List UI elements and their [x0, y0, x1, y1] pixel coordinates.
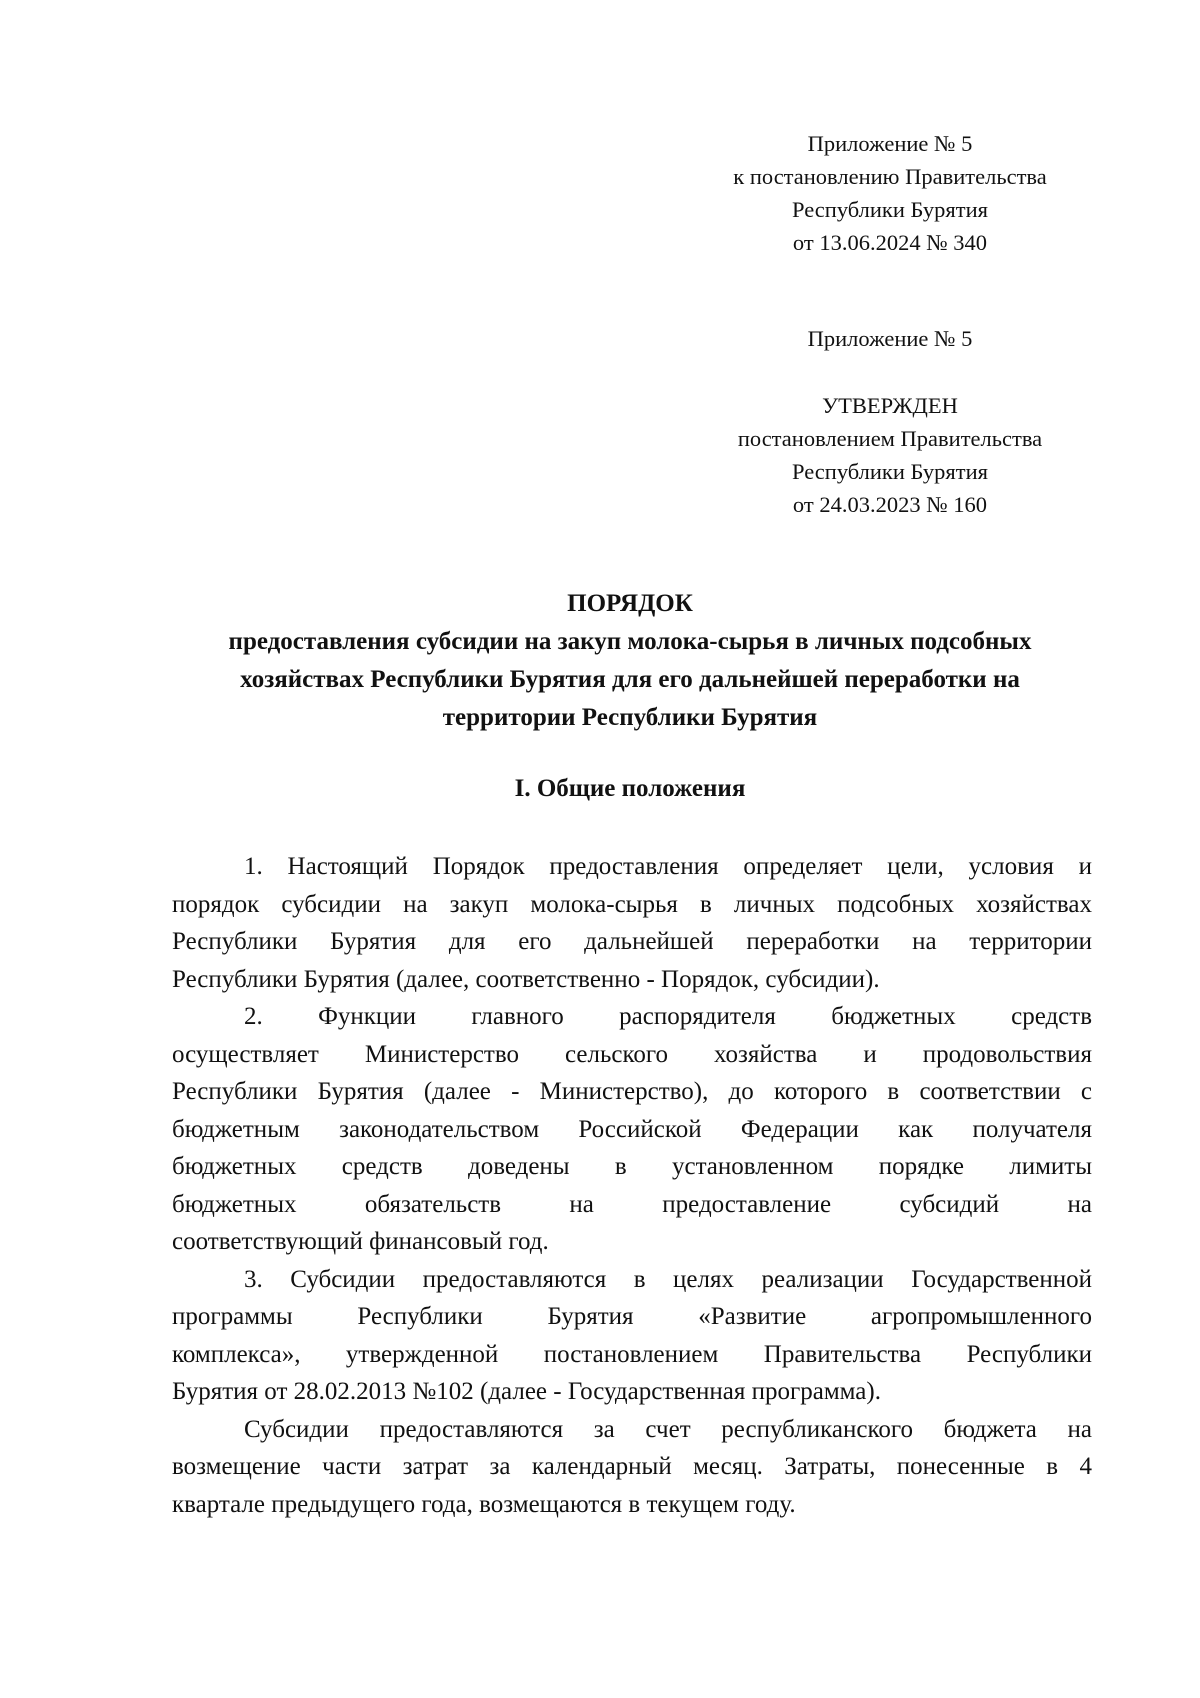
paragraph-line: квартале предыдущего года, возмещаются в текущем году.	[172, 1490, 796, 1518]
appendix-current-line: Республики Бурятия	[792, 197, 988, 222]
document-body	[172, 848, 1092, 1523]
approval-block	[690, 389, 1090, 521]
appendix-current-line: от 13.06.2024 № 340	[792, 230, 988, 255]
paragraph-line: Субсидии предоставляются за счет республиканского бюджета на	[244, 1415, 1092, 1443]
paragraph-line: Республики Бурятия (далее, соответственно - Порядок, субсидии).	[172, 965, 880, 993]
paragraph-line: 3. Субсидии предоставляются в целях реализации Государственной	[244, 1265, 1092, 1293]
subtitle-line: предоставления субсидии на закуп молока-сырья в личных подсобных	[228, 628, 1032, 655]
paragraph-line: порядок субсидии на закуп молока-сырья в личных подсобных хозяйствах	[172, 890, 1092, 918]
paragraph-line: бюджетным законодательством Российской Федерации как получателя	[172, 1115, 1092, 1143]
appendix-original-label: Приложение № 5	[807, 326, 973, 351]
paragraph-line: осуществляет Министерство сельского хозяйства и продовольствия	[172, 1040, 1092, 1068]
paragraph-line: Бурятия от 28.02.2013 №102 (далее - Государственная программа).	[172, 1378, 881, 1405]
paragraph-line: Республики Бурятия для его дальнейшей переработки на территории	[172, 928, 1092, 955]
paragraph-line: возмещение части затрат за календарный месяц. Затраты, понесенные в 4	[172, 1453, 1092, 1480]
appendix-current-line: Приложение № 5	[807, 131, 973, 156]
paragraph-line: 1. Настоящий Порядок предоставления определяет цели, условия и	[244, 853, 1092, 880]
approval-line: от 24.03.2023 № 160	[792, 492, 988, 517]
paragraph-line: 2. Функции главного распорядителя бюджетных средств	[244, 1003, 1092, 1030]
approval-line: постановлением Правительства	[737, 426, 1043, 451]
paragraph-line: комплекса», утвержденной постановлением Правительства Республики	[172, 1340, 1092, 1368]
paragraph-line: Республики Бурятия (далее - Министерство), до которого в соответствии с	[172, 1078, 1092, 1105]
subtitle-line: территории Республики Бурятия	[442, 704, 818, 731]
paragraph-line: программы Республики Бурятия «Развитие агропромышленного	[172, 1303, 1092, 1330]
appendix-current-line: к постановлению Правительства	[733, 164, 1047, 189]
paragraph-line: соответствующий финансовый год.	[172, 1228, 549, 1255]
appendix-original-block	[690, 322, 1090, 355]
subtitle-line: хозяйствах Республики Бурятия для его дальнейшей переработки на	[240, 666, 1020, 693]
document-title: ПОРЯДОК	[567, 590, 693, 617]
paragraph-line: бюджетных средств доведены в установленном порядке лимиты	[172, 1153, 1092, 1180]
appendix-current-block	[690, 127, 1090, 259]
section-heading: I. Общие положения	[514, 775, 746, 802]
document-subtitle	[170, 623, 1090, 737]
approval-line: УТВЕРЖДЕН	[822, 393, 958, 418]
paragraph-line: бюджетных обязательств на предоставление субсидий на	[172, 1190, 1092, 1218]
approval-line: Республики Бурятия	[792, 459, 988, 484]
